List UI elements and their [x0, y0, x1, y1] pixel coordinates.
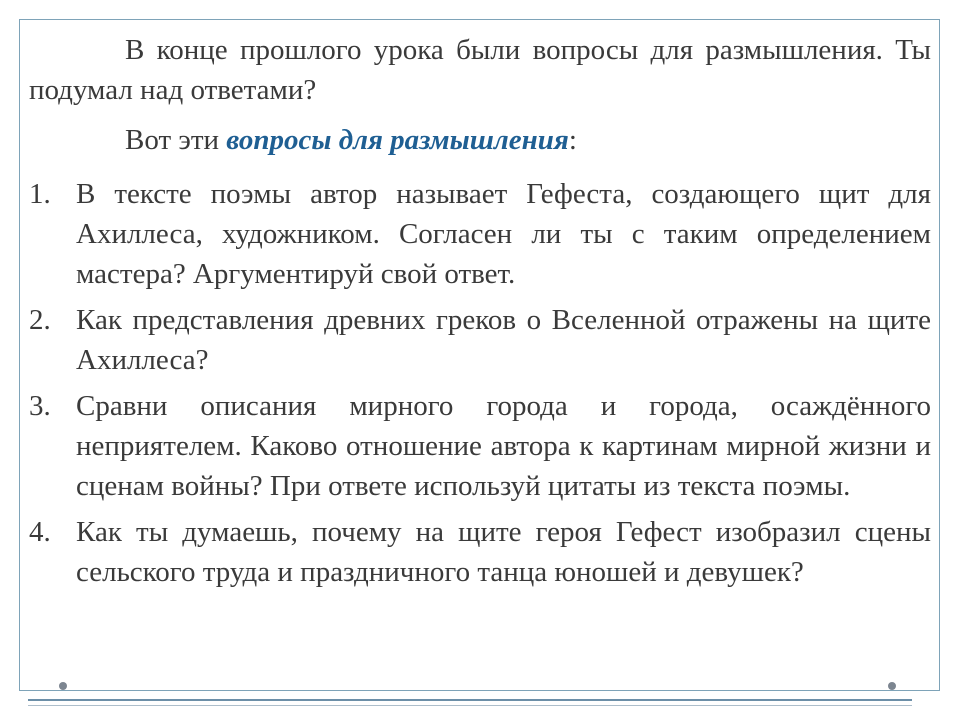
questions-heading — [29, 120, 931, 160]
decorative-line-top — [28, 699, 912, 701]
slide-content — [29, 30, 931, 598]
question-text: Как представления древних греков о Вселенной отражены на щите Ахиллеса? — [76, 304, 931, 376]
question-text: Сравни описания мирного города и города, осаждённого неприятелем. Каково отношение автора к картинам мирной жизни и сценам войны? При ответе используй цитаты из текста поэмы. — [76, 390, 931, 502]
intro-paragraph: В конце прошлого урока были вопросы для размышления. Ты подумал над ответами? — [29, 34, 931, 106]
question-number: 4. — [29, 516, 51, 548]
question-item — [29, 386, 931, 506]
decorative-line-bottom — [28, 705, 912, 706]
question-item — [29, 300, 931, 380]
questions-heading-trailing: : — [568, 124, 577, 156]
question-number: 2. — [29, 304, 51, 336]
question-list — [29, 174, 931, 592]
decorative-dot-right — [888, 682, 896, 690]
question-text: Как ты думаешь, почему на щите героя Гефест изобразил сцены сельского труда и праздничного танца юношей и девушек? — [76, 516, 931, 588]
questions-heading-highlight: вопросы для размышления — [226, 124, 569, 156]
question-number: 1. — [29, 178, 51, 210]
decorative-dot-left — [59, 682, 67, 690]
question-text: В тексте поэмы автор называет Гефеста, создающего щит для Ахиллеса, художником. Согласен ли ты с таким определением мастера? Аргументируй свой ответ. — [76, 178, 931, 290]
question-item — [29, 512, 931, 592]
questions-heading-lead: Вот эти — [125, 124, 227, 156]
question-item — [29, 174, 931, 294]
question-number: 3. — [29, 390, 51, 422]
